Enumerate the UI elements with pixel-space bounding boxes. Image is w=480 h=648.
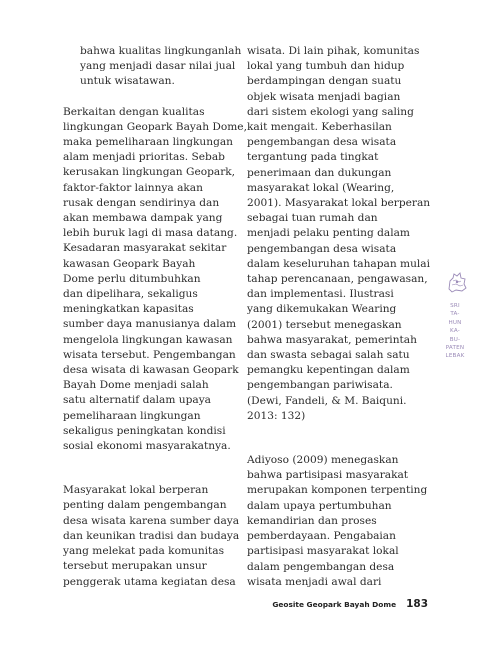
text-line: kerusakan lingkungan Geopark, (63, 166, 236, 179)
text-line: lokal yang tumbuh dan hidup (247, 60, 405, 73)
text-line: partisipasi masyarakat lokal (247, 545, 399, 558)
text-line: wisata. Di lain pihak, komunitas (247, 45, 420, 57)
text-line: Masyarakat lokal berperan (63, 484, 209, 497)
footer-title: Geosite Geopark Bayah Dome (272, 600, 397, 609)
text-line: masyarakat lokal (Wearing, (247, 181, 395, 194)
side-label-line: BU- (449, 336, 461, 343)
paragraph-gap (247, 424, 427, 453)
text-line: (2001) tersebut menegaskan (247, 318, 402, 331)
text-line: 2013: 132) (247, 409, 306, 422)
text-line: dan implementasi. Ilustrasi (247, 288, 394, 301)
text-line: yang melekat pada komunitas (63, 545, 225, 558)
text-line: tahap perencanaan, pengawasan, (247, 273, 428, 286)
text-line: penerimaan dan dukungan (247, 166, 392, 179)
text-line: dan swasta sebagai salah satu (247, 349, 410, 362)
text-line: sebagai tuan rumah dan (247, 212, 378, 225)
text-line: lebih buruk lagi di masa datang. (63, 227, 238, 240)
text-line: sumber daya manusianya dalam (63, 318, 237, 331)
side-label-line: KA- (450, 328, 460, 335)
text-line: sosial ekonomi masyarakatnya. (63, 440, 231, 453)
left-column (63, 44, 247, 590)
text-line: wisata tersebut. Pengembangan (63, 348, 236, 361)
text-line: dan keunikan tradisi dan budaya (63, 529, 240, 542)
text-line: pemeliharaan lingkungan (63, 409, 201, 422)
text-line: 2001). Masyarakat lokal berperan (247, 197, 431, 210)
text-line: bahwa partisipasi masyarakat (247, 469, 409, 482)
text-line: dalam keseluruhan tahapan mulai (247, 257, 430, 270)
text-line: yang dikemukakan Wearing (247, 303, 397, 316)
right-paragraph-1 (247, 44, 431, 424)
text-line: maka pemeliharaan lingkungan (63, 136, 233, 149)
paragraph-gap (63, 90, 243, 105)
text-line: akan membawa dampak yang (63, 212, 223, 225)
text-line: merupakan komponen terpenting (247, 484, 428, 497)
page-footer (272, 598, 428, 610)
side-label-line: PATEN (445, 345, 465, 352)
text-line: pengembangan pariwisata. (247, 379, 393, 392)
side-label-line: LEBAK (445, 353, 465, 360)
text-line: meningkatkan kapasitas (63, 303, 194, 316)
left-paragraph-2 (63, 105, 247, 455)
text-line: rusak dengan sendirinya dan (63, 196, 220, 209)
left-paragraph-3 (63, 483, 243, 589)
text-line: berdampingan dengan suatu (247, 75, 402, 88)
text-line: Kesadaran masyarakat sekitar (63, 242, 227, 255)
side-label-line: HUN (448, 319, 462, 326)
paragraph-gap (63, 454, 243, 483)
text-line: Berkaitan dengan kualitas (63, 105, 205, 118)
text-line: faktor-faktor lainnya akan (63, 181, 203, 194)
side-label-line: TA- (450, 311, 460, 318)
text-line: pemberdayaan. Pengabaian (247, 530, 396, 543)
text-line: Dome perlu ditumbuhkan (63, 272, 201, 285)
text-line: pemangku kepentingan dalam (247, 364, 410, 377)
text-line: sekaligus peningkatan kondisi (63, 424, 226, 437)
text-line: penting dalam pengembangan (63, 499, 227, 512)
text-line: kemandirian dan proses (247, 514, 377, 527)
text-line: yang menjadi dasar nilai jual (80, 60, 236, 73)
text-line: pengembangan desa wisata (247, 242, 397, 255)
text-line: desa wisata karena sumber daya (63, 514, 240, 527)
text-line: kait mengait. Keberhasilan (247, 121, 392, 134)
text-line: kawasan Geopark Bayah (63, 257, 196, 270)
text-line: lingkungan Geopark Bayah Dome, (63, 120, 247, 133)
text-line: tersebut merupakan unsur (63, 560, 207, 573)
text-line: dari sistem ekologi yang saling (247, 105, 414, 118)
text-line: wisata menjadi awal dari (247, 575, 382, 588)
text-line: dalam upaya pertumbuhan (247, 499, 392, 512)
text-line: menjadi pelaku penting dalam (247, 227, 410, 240)
right-column (247, 44, 431, 590)
text-line: objek wisata menjadi bagian (247, 90, 401, 103)
text-line: desa wisata di kawasan Geopark (63, 364, 239, 377)
text-line: dan dipelihara, sekaligus (63, 288, 198, 301)
text-line: alam menjadi prioritas. Sebab (63, 151, 225, 164)
text-line: bahwa masyarakat, pemerintah (247, 333, 417, 346)
left-paragraph-1 (63, 44, 243, 90)
text-line: pengembangan desa wisata (247, 136, 397, 149)
right-paragraph-2 (247, 453, 427, 590)
lebak-emblem-icon (444, 269, 470, 295)
text-line: dalam pengembangan desa (247, 560, 395, 573)
text-line: (Dewi, Fandeli, & M. Baiquni. (247, 394, 407, 407)
text-line: Adiyoso (2009) menegaskan (247, 454, 399, 467)
text-line: Bayah Dome menjadi salah (63, 379, 209, 392)
text-line: satu alternatif dalam upaya (63, 394, 212, 407)
text-line: untuk wisatawan. (80, 75, 175, 88)
text-line: penggerak utama kegiatan desa (63, 575, 236, 588)
text-line: mengelola lingkungan kawasan (63, 333, 233, 346)
text-line: tergantung pada tingkat (247, 151, 379, 164)
text-line: bahwa kualitas lingkunganlah (80, 45, 242, 57)
side-label (437, 302, 473, 361)
page-number: 183 (406, 598, 428, 610)
side-label-line: SRI (450, 303, 460, 309)
